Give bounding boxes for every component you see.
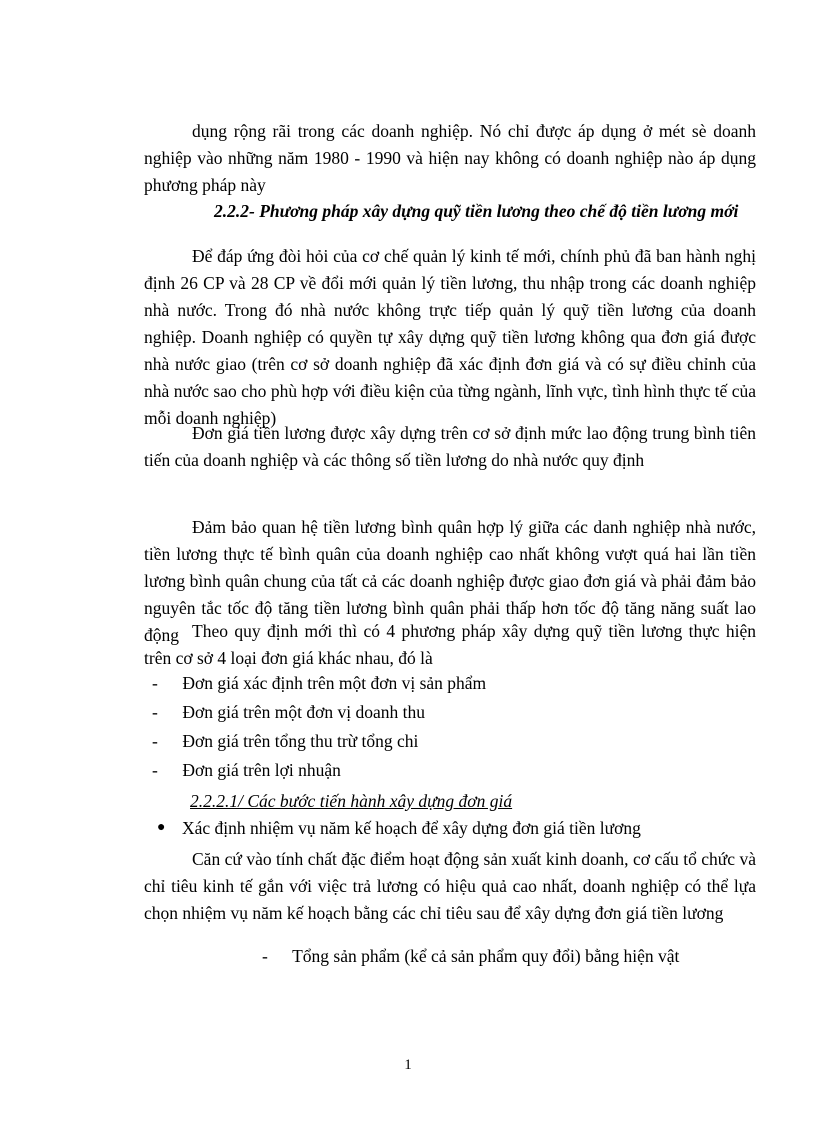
paragraph-decree: Để đáp ứng đòi hỏi của cơ chế quản lý kinh tế mới, chính phủ đã ban hành nghị định 26 CP và 28 CP về đổi mới quản lý tiền lương, thu nhập trong các doanh nghiệp nhà nước. Trong đó nhà nước không trực tiếp quản lý quỹ tiền lương của doanh nghiệp. Doanh nghiệp có quyền tự xây dựng quỹ tiền lương không qua đơn giá được nhà nước giao (trên cơ sở doanh nghiệp đã xác định đơn giá và có sự điều chỉnh của nhà nước sao cho phù hợp với điều kiện của từng ngành, lĩnh vực, tình hình thực tế của mỗi doanh nghiệp) bbox=[144, 246, 756, 428]
list-item-text: Đơn giá trên lợi nhuận bbox=[182, 760, 341, 780]
list-item-text: Đơn giá trên một đơn vị doanh thu bbox=[182, 702, 425, 722]
list-item bbox=[152, 699, 425, 726]
list-item bbox=[152, 670, 486, 697]
dash-marker: - bbox=[262, 946, 268, 966]
list-item-text: Đơn giá trên tổng thu trừ tổng chi bbox=[182, 731, 419, 751]
intro-paragraph: dụng rộng rãi trong các doanh nghiệp. Nó chỉ được áp dụng ở mét sè doanh nghiệp vào những năm 1980 - 1990 và hiện nay không có doanh nghiệp nào áp dụng phương pháp này bbox=[144, 121, 756, 195]
dash-marker: - bbox=[152, 673, 158, 693]
list-item bbox=[262, 943, 679, 970]
list-item bbox=[152, 728, 418, 755]
paragraph-wage-relation: Đảm bảo quan hệ tiền lương bình quân hợp lý giữa các danh nghiệp nhà nước, tiền lương thực tế bình quân của doanh nghiệp cao nhất không vượt quá hai lần tiền lương bình quân chung của tất cả các doanh nghiệp được giao đơn giá và phải đảm bảo nguyên tắc tốc độ tăng tiền lương bình quân phải thấp hơn tốc độ tăng năng suất lao động bbox=[144, 517, 756, 645]
list-item-text: Tổng sản phẩm (kể cả sản phẩm quy đổi) bằng hiện vật bbox=[292, 946, 680, 966]
section-heading-2-2-2: 2.2.2- Phương pháp xây dựng quỹ tiền lương theo chế độ tiền lương mới bbox=[214, 201, 739, 221]
paragraph-unit-price-basis: Đơn giá tiền lương được xây dựng trên cơ sở định mức lao động trung bình tiên tiến của doanh nghiệp và các thông số tiền lương do nhà nước quy định bbox=[144, 423, 756, 470]
dash-marker: - bbox=[152, 760, 158, 780]
list-item-text: Đơn giá xác định trên một đơn vị sản phẩm bbox=[182, 673, 487, 693]
paragraph-planning-tasks: Căn cứ vào tính chất đặc điểm hoạt động sản xuất kinh doanh, cơ cấu tổ chức và chỉ tiêu kinh tế gắn với việc trả lương có hiệu quả cao nhất, doanh nghiệp có thể lựa chọn nhiệm vụ năm kế hoạch bằng các chỉ tiêu sau để xây dựng đơn giá tiền lương bbox=[144, 849, 756, 923]
dash-marker: - bbox=[152, 731, 158, 751]
dash-marker: - bbox=[152, 702, 158, 722]
bullet-item-text: Xác định nhiệm vụ năm kế hoạch để xây dựng đơn giá tiền lương bbox=[182, 818, 641, 838]
bullet-icon: ● bbox=[157, 820, 166, 835]
section-heading-2-2-2-1: 2.2.2.1/ Các bước tiến hành xây dựng đơn giá bbox=[190, 791, 513, 811]
list-item bbox=[152, 757, 341, 784]
page-number: 1 bbox=[404, 1057, 412, 1073]
paragraph-four-methods: Theo quy định mới thì có 4 phương pháp xây dựng quỹ tiền lương thực hiện trên cơ sở 4 loại đơn giá khác nhau, đó là bbox=[144, 621, 756, 668]
